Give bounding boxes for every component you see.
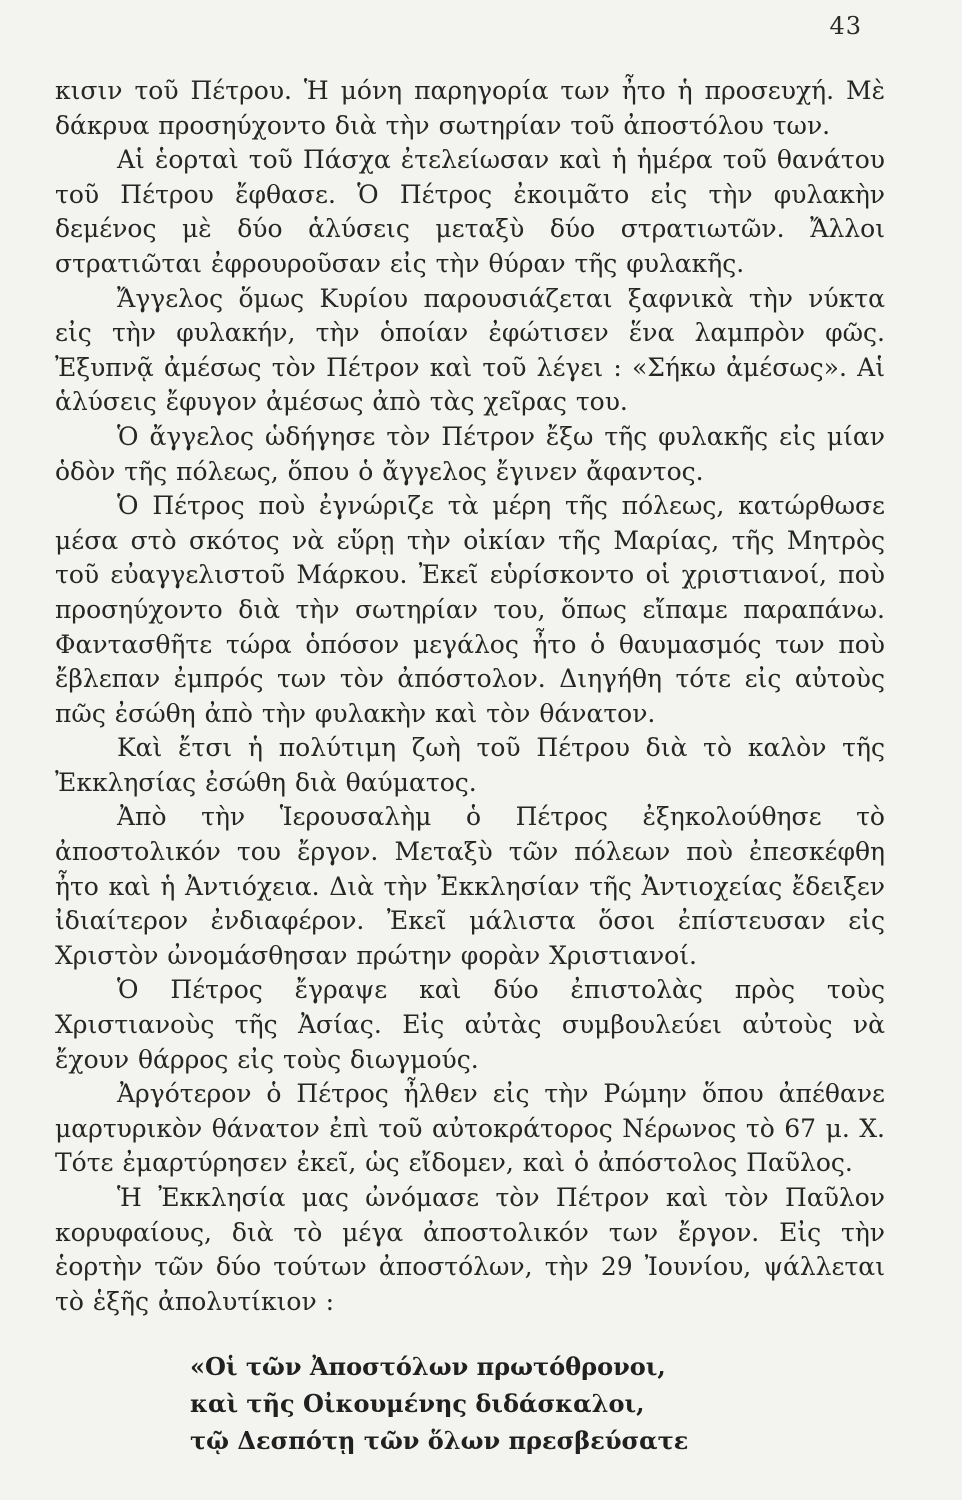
hymn-line: τῷ Δεσπότῃ τῶν ὅλων πρεσβεύσατε bbox=[190, 1426, 689, 1455]
paragraph-rome-martyrdom: Ἀργότερον ὁ Πέτρος ἦλθεν εἰς τὴν Ρώμην ὅπου ἀπέθανε μαρτυρικὸν θάνατον ἐπὶ τοῦ αὐτοκράτορος Νέρωνος τὸ 67 μ. Χ. Τότε ἐμαρτύρησεν ἐκεῖ, ὡς εἴδομεν, καὶ ὁ ἀπόστολος Παῦλος. bbox=[55, 1079, 885, 1178]
page-number: 43 bbox=[829, 12, 862, 40]
paragraph-saved-by-miracle: Καὶ ἔτσι ἡ πολύτιμη ζωὴ τοῦ Πέτρου διὰ τὸ καλὸν τῆς Ἐκκλησίας ἐσώθη διὰ θαύματος. bbox=[55, 733, 885, 797]
paragraph-house-of-mary: Ὁ Πέτρος ποὺ ἐγνώριζε τὰ μέρη τῆς πόλεως, κατώρθωσε μέσα στὸ σκότος νὰ εὕρῃ τὴν οἰκίαν τῆς Μαρίας, τῆς Μητρὸς τοῦ εὐαγγελιστοῦ Μάρκου. Ἐκεῖ εὑρίσκοντο οἱ χριστιανοί, ποὺ προσηύχοντο διὰ τὴν σωτηρίαν του, ὅπως εἴπαμε παραπάνω. Φαντασθῆτε τώρα ὁπόσον μεγάλος ἦτο ὁ θαυμασμός των ποὺ ἔβλεπαν ἐμπρός των τὸν ἀπόστολον. Διηγήθη τότε εἰς αὐτοὺς πῶς ἐσώθη ἀπὸ τὴν φυλακὴν καὶ τὸν θάνατον. bbox=[55, 491, 885, 728]
paragraph-angel-leads: Ὁ ἄγγελος ὡδήγησε τὸν Πέτρον ἔξω τῆς φυλακῆς εἰς μίαν ὁδὸν τῆς πόλεως, ὅπου ὁ ἄγγελος ἔγινεν ἄφαντος. bbox=[55, 421, 885, 486]
paragraph-continuation: κισιν τοῦ Πέτρου. Ἡ μόνη παρηγορία των ἦτο ἡ προσευχή. Μὲ δάκρυα προσηύχοντο διὰ τὴν σωτηρίαν τοῦ ἀποστόλου των. bbox=[55, 76, 885, 140]
paragraph-antioch: Ἀπὸ τὴν Ἱερουσαλὴμ ὁ Πέτρος ἐξηκολούθησε τὸ ἀποστολικόν του ἔργον. Μεταξὺ τῶν πόλεων ποὺ ἐπεσκέφθη ἦτο καὶ ἡ Ἀντιόχεια. Διὰ τὴν Ἐκκλησίαν τῆς Ἀντιοχείας ἔδειξεν ἰδιαίτερον ἐνδιαφέρον. Ἐκεῖ μάλιστα ὅσοι ἐπίστευσαν εἰς Χριστὸν ὠνομάσθησαν πρώτην φορὰν Χριστιανοί. bbox=[55, 802, 885, 970]
body-text bbox=[55, 74, 885, 1319]
hymn-line: καὶ τῆς Οἰκουμένης διδάσκαλοι, bbox=[190, 1389, 645, 1418]
hymn-line: «Οἱ τῶν Ἀποστόλων πρωτόθρονοι, bbox=[190, 1352, 666, 1381]
paragraph-feast-day: Ἡ Ἐκκλησία μας ὠνόμασε τὸν Πέτρον καὶ τὸν Παῦλον κορυφαίους, διὰ τὸ μέγα ἀποστολικόν των ἔργον. Εἰς τὴν ἑορτὴν τῶν δύο τούτων ἀποστόλων, τὴν 29 Ἰουνίου, ψάλλεται τὸ ἑξῆς ἀπολυτίκιον : bbox=[55, 1183, 885, 1316]
paragraph-easter-prison: Αἱ ἑορταὶ τοῦ Πάσχα ἐτελείωσαν καὶ ἡ ἡμέρα τοῦ θανάτου τοῦ Πέτρου ἔφθασε. Ὁ Πέτρος ἐκοιμᾶτο εἰς τὴν φυλακὴν δεμένος μὲ δύο ἁλύσεις μεταξὺ δύο στρατιωτῶν. Ἄλλοι στρατιῶται ἐφρουροῦσαν εἰς τὴν θύραν τῆς φυλακῆς. bbox=[55, 145, 885, 278]
paragraph-angel-appears: Ἄγγελος ὅμως Κυρίου παρουσιάζεται ξαφνικὰ τὴν νύκτα εἰς τὴν φυλακήν, τὴν ὁποίαν ἐφώτισεν ἕνα λαμπρὸν φῶς. Ἐξυπνᾷ ἀμέσως τὸν Πέτρον καὶ τοῦ λέγει : «Σήκω ἀμέσως». Αἱ ἁλύσεις ἔφυγον ἀμέσως ἀπὸ τὰς χεῖρας του. bbox=[55, 283, 885, 417]
paragraph-epistles: Ὁ Πέτρος ἔγραψε καὶ δύο ἐπιστολὰς πρὸς τοὺς Χριστιανοὺς τῆς Ἀσίας. Εἰς αὐτὰς συμβουλεύει αὐτοὺς νὰ ἔχουν θάρρος εἰς τοὺς διωγμούς. bbox=[55, 975, 885, 1074]
apolytikion-hymn bbox=[190, 1348, 870, 1459]
